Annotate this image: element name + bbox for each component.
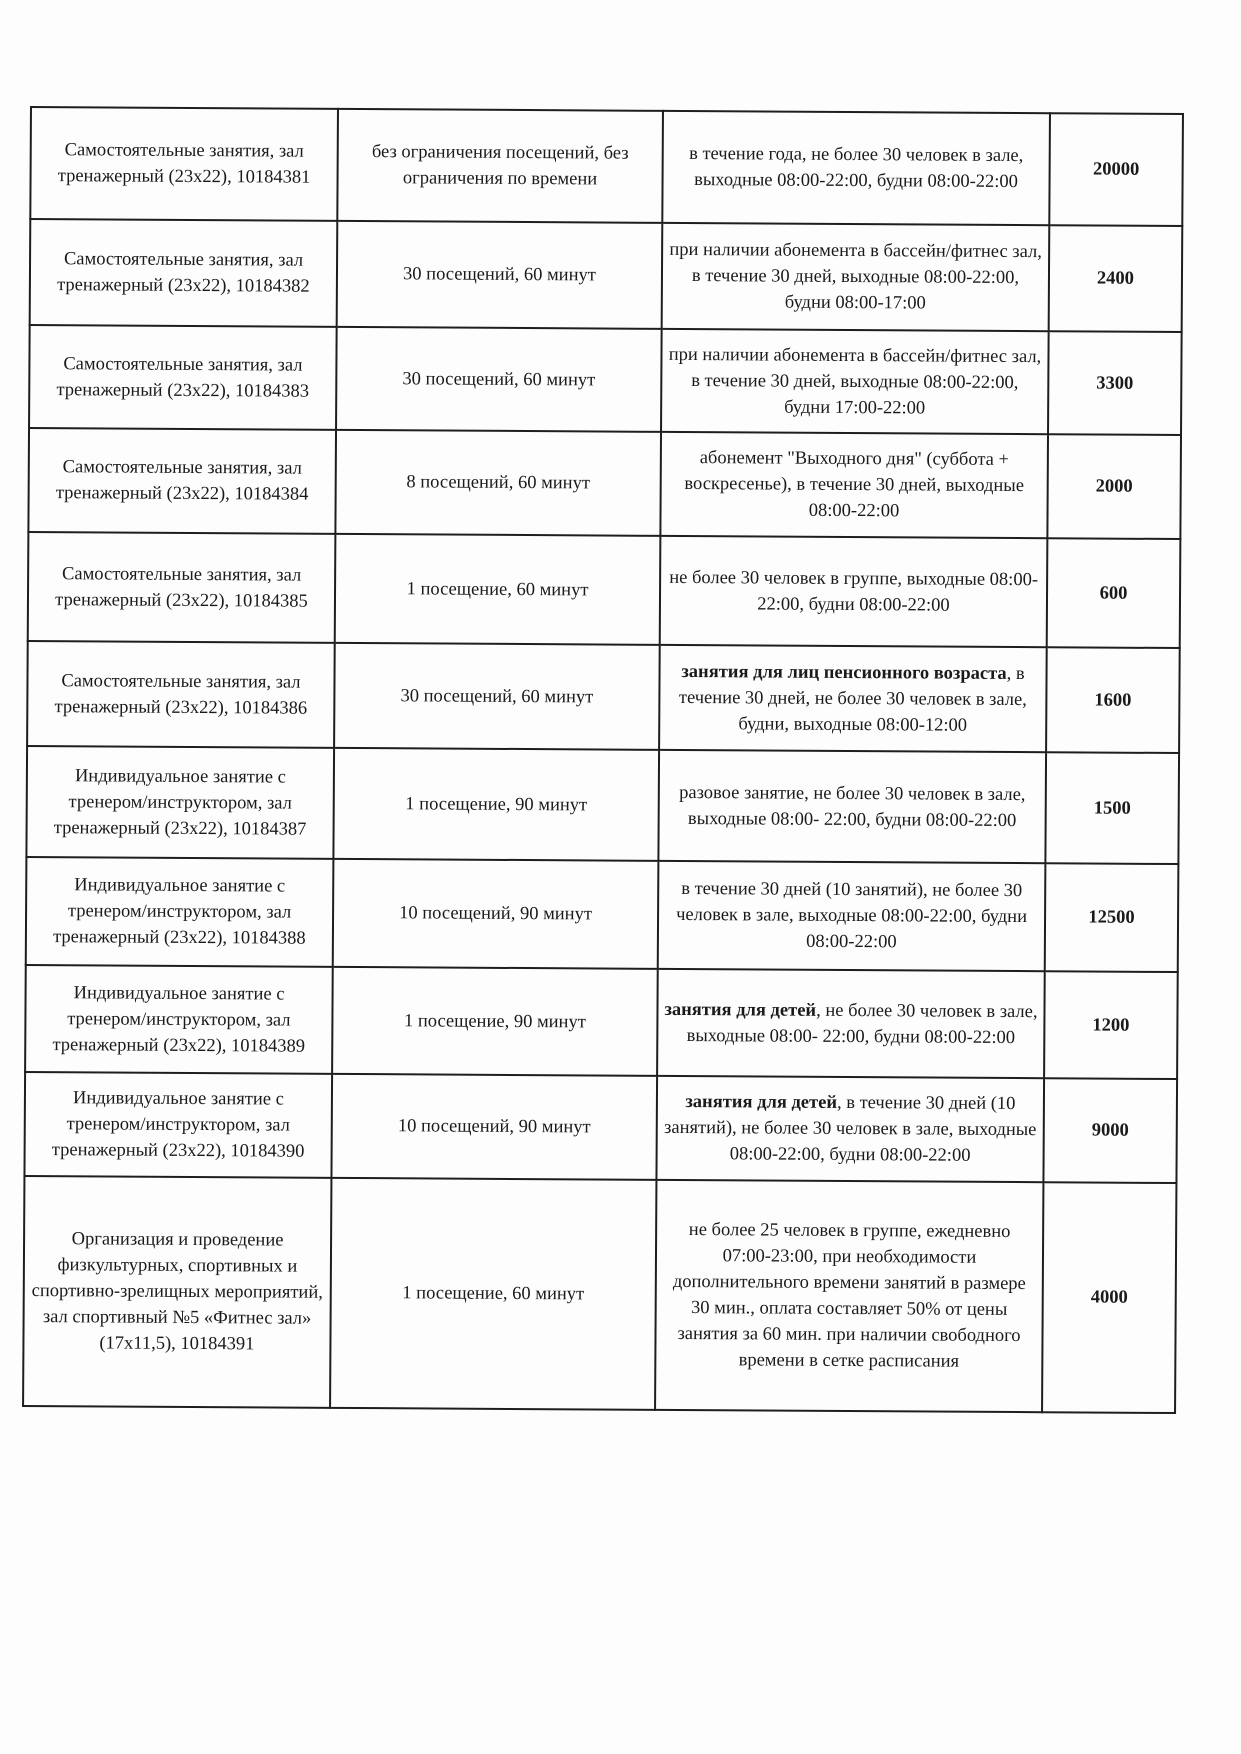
price-cell: 12500 [1045, 863, 1179, 972]
service-name-cell: Самостоятельные занятия, зал тренажерный (23х22), 10184385 [28, 532, 336, 643]
visits-cell: 10 посещений, 90 минут [331, 1074, 657, 1180]
conditions-cell [662, 111, 1050, 225]
service-name-cell: Самостоятельные занятия, зал тренажерный (23х22), 10184384 [28, 428, 336, 534]
conditions-cell [656, 1076, 1044, 1182]
service-name-cell: Индивидуальное занятие с тренером/инструктором, зал тренажерный (23х22), 10184390 [24, 1072, 332, 1178]
table-row [26, 857, 1179, 972]
conditions-cell [662, 223, 1050, 331]
price-cell: 600 [1047, 538, 1181, 648]
price-cell: 20000 [1049, 113, 1183, 226]
conditions-text: не более 30 человек в группе, выходные 08:00-22:00, будни 08:00-22:00 [669, 567, 1039, 616]
price-cell: 2000 [1047, 434, 1181, 539]
service-name-cell: Самостоятельные занятия, зал тренажерный (23х22), 10184381 [30, 107, 338, 221]
conditions-text: не более 25 человек в группе, ежедневно 07:00-23:00, при необходимости дополнительного времени занятий в размере 30 мин., оплата составляет 50% от цены занятия за 60 мин. при наличии свободного времени в сетке расписания [672, 1220, 1026, 1372]
conditions-text: , в течение 30 дней (10 занятий), не более 30 человек в зале, выходные 08:00-22:00, будни 08:00-22:00 [664, 1092, 1037, 1166]
conditions-cell [660, 536, 1048, 647]
conditions-text: при наличии абонемента в бассейн/фитнес зал, в течение 30 дней, выходные 08:00-22:00, будни 17:00-22:00 [668, 344, 1042, 418]
table-row [30, 107, 1183, 226]
table-row [30, 219, 1183, 332]
conditions-text: при наличии абонемента в бассейн/фитнес зал, в течение 30 дней, выходные 08:00-22:00, будни 08:00-17:00 [669, 239, 1042, 314]
conditions-text: разовое занятие, не более 30 человек в зале, выходные 08:00- 22:00, будни 08:00-22:00 [679, 782, 1026, 831]
visits-cell: 1 посещение, 60 минут [330, 1178, 656, 1410]
visits-cell: 30 посещений, 60 минут [337, 221, 663, 329]
conditions-cell [658, 861, 1046, 971]
conditions-cell [660, 432, 1048, 538]
conditions-cell [658, 750, 1046, 863]
price-cell: 1500 [1045, 752, 1179, 864]
conditions-text: абонемент "Выходного дня" (суббота + воскресенье), в течение 30 дней, выходные 08:00-22:00 [684, 448, 1025, 522]
service-name-cell: Индивидуальное занятие с тренером/инструктором, зал тренажерный (23х22), 10184387 [26, 746, 334, 859]
visits-cell: 1 посещение, 90 минут [333, 748, 659, 861]
service-name-cell: Самостоятельные занятия, зал тренажерный (23х22), 10184386 [27, 641, 335, 748]
table-row [24, 1072, 1177, 1183]
conditions-cell [657, 969, 1045, 1078]
conditions-text: , не более 30 человек в зале, выходные 08:00- 22:00, будни 08:00-22:00 [686, 1000, 1038, 1048]
service-name-cell: Организация и проведение физкультурных, спортивных и спортивно-зрелищных мероприятий, зал спортивный №5 «Фитнес зал» (17х11,5), 10184391 [23, 1176, 331, 1408]
price-cell: 9000 [1043, 1078, 1177, 1183]
visits-cell: 30 посещений, 60 минут [336, 327, 662, 432]
table-row [26, 746, 1179, 864]
price-cell: 1600 [1046, 647, 1180, 753]
price-cell: 1200 [1044, 971, 1178, 1079]
table-row [27, 641, 1180, 753]
conditions-highlight: занятия для детей [685, 1092, 838, 1113]
table-row [23, 1176, 1176, 1413]
service-name-cell: Самостоятельные занятия, зал тренажерный (23х22), 10184382 [30, 219, 338, 327]
visits-cell: 10 посещений, 90 минут [333, 859, 659, 969]
visits-cell: 1 посещение, 60 минут [335, 534, 661, 645]
price-cell: 4000 [1042, 1182, 1176, 1413]
service-name-cell: Самостоятельные занятия, зал тренажерный (23х22), 10184383 [29, 325, 337, 430]
visits-cell: 8 посещений, 60 минут [335, 430, 661, 536]
visits-cell: 30 посещений, 60 минут [334, 643, 660, 750]
service-name-cell: Индивидуальное занятие с тренером/инструктором, зал тренажерный (23х22), 10184388 [26, 857, 334, 967]
price-cell: 3300 [1048, 331, 1182, 435]
visits-cell: 1 посещение, 90 минут [332, 967, 658, 1076]
conditions-highlight: занятия для детей [664, 999, 817, 1021]
visits-cell: без ограничения посещений, без ограничения по времени [337, 109, 663, 223]
price-cell: 2400 [1049, 225, 1183, 332]
table-row [28, 532, 1181, 648]
conditions-cell [655, 1180, 1043, 1412]
conditions-text: , в течение 30 дней, не более 30 человек в зале, будни, выходные 08:00-12:00 [678, 663, 1027, 736]
conditions-text: в течение года, не более 30 человек в зале, выходные 08:00-22:00, будни 08:00-22:00 [689, 144, 1024, 193]
price-table [22, 106, 1184, 1414]
conditions-highlight: занятия для лиц пенсионного возраста [681, 661, 1007, 684]
service-name-cell: Индивидуальное занятие с тренером/инструктором, зал тренажерный (23х22), 10184389 [25, 965, 333, 1074]
conditions-cell [659, 645, 1047, 752]
table-row [29, 325, 1182, 435]
table-row [28, 428, 1181, 539]
conditions-cell [661, 329, 1049, 434]
table-row [25, 965, 1178, 1079]
conditions-text: в течение 30 дней (10 занятий), не более 30 человек в зале, выходные 08:00-22:00, будни 08:00-22:00 [676, 878, 1028, 953]
